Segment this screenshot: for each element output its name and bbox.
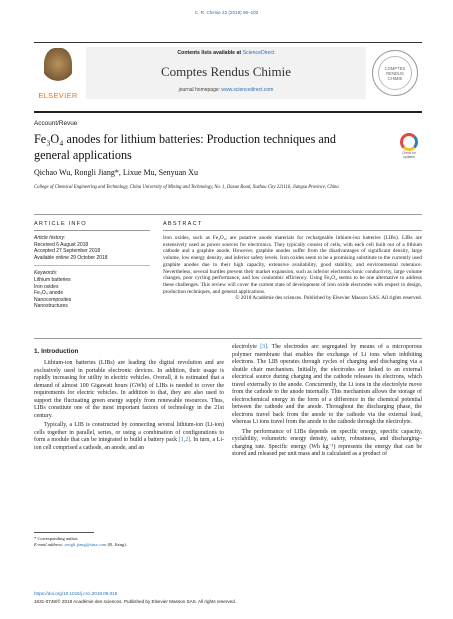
keywords-label: Keywords: xyxy=(34,270,58,277)
abstract-text: Iron oxides, such as Fe₃O₄, are putative anode materials for rechargeable lithium-ion batteries (LIBs). LIBs are extensively used as power sources for electronics. They typically consist of cells, with each cell built out of a lithium cathode and a graphite anode. However, graphite anodes suffer from the disadvantages of significant density, large volume, low energy density, and inferior safety levels. Iron oxides seem to be a promising substitute to the currently used graphite anodes due to their high capacity, extensive availability, good stability, and environmental tolerance. Nevertheless, several hurdles prevent their market expansion, such as inferior electronic/ionic conductivity, large volume changes, poor cycling performance, and low coulombic efficiency. Using Fe₃O₄ seems to be one alternative to address these challenges. This review will cover the current state of development of iron oxide electrodes with respect to design, production techniques, and general applications. xyxy=(163,235,422,295)
journal-citation: C. R. Chimie 22 (2019) 96–102 xyxy=(194,10,259,15)
keyword: Fe₃O₄ anode xyxy=(34,290,64,297)
paragraph-text: . The electrodes are segregated by means of a microporous polymer membrane that enables the exchange of Li ions when inhibiting electrons. The LIB operates through cycles of charging and discharging via a shuttle chair mechanism. Initially, the electrodes are linked to an external electrical source during charging and the cathode releases its electrons, which travel externally to the anode. Concurrently, the Li ions in the electrolyte move from the cathode to the anode internally. This mechanism allows the storage of electrochemical energy in the form of a difference in the chemical potential between the cathode and the anode. Throughout the discharging phase, the electrons travel back from the anode to the cathode via the external load, whereas Li ions travel from the anode to the cathode through the electrolyte. xyxy=(232,344,422,425)
journal-homepage: journal homepage: www.sciencedirect.com xyxy=(178,87,274,93)
crossmark-icon xyxy=(400,133,418,151)
paragraph-text: electrolyte xyxy=(232,344,261,350)
paragraph-text: . In turn, a Li-ion cell comprised a cathode, an anode, and an xyxy=(34,437,224,451)
abstract-heading: ABSTRACT xyxy=(163,221,203,227)
contents-prefix: Contents lists available at xyxy=(177,50,243,56)
article-type: Account/Revue xyxy=(34,120,78,127)
crossmark-label: Check for updates xyxy=(402,151,416,159)
keyword: Nanostructures xyxy=(34,303,68,310)
section-heading: 1. Introduction xyxy=(34,348,79,355)
header-top-rule xyxy=(34,42,422,43)
history-label: Article history: xyxy=(34,235,66,241)
keyword: Nanocomposites xyxy=(34,296,72,303)
footnote xyxy=(34,536,224,548)
paragraph: Lithium-ion batteries (LIBs) are leading the digital revolution and are exclusively used in portable electronic devices. In addition, their usage is rapidly increasing for utility in electric vehicles. Overall, it is estimated that a demand of almost 100 Gigawatt hours (GWh) of LIBs is needed to cover the requirements for electric vehicles. In addition to that, they are also used to support the fluctuating green energy supply from renewable resources. Thus, LIBs constitute one of the most important factors of technology in the 21st century. xyxy=(34,360,224,419)
crossmark-button[interactable] xyxy=(398,133,420,157)
reference-link[interactable]: [1,2] xyxy=(178,437,191,443)
sciencedirect-link[interactable]: ScienceDirect xyxy=(242,50,275,56)
email-line xyxy=(34,542,224,548)
article-title: Fe₃O₄ anodes for lithium batteries: Production techniques and general applications xyxy=(34,132,336,162)
abstract-copyright: © 2018 Académie des sciences. Published by Elsevier Masson SAS. All rights reserved. xyxy=(235,295,422,302)
right-column xyxy=(232,344,422,461)
journal-name: Comptes Rendus Chimie xyxy=(161,64,291,79)
abstract-body xyxy=(163,235,422,302)
left-column xyxy=(34,360,224,454)
email-suffix: (R. Jiang). xyxy=(106,542,127,548)
info-rule xyxy=(34,214,422,215)
email-label: E-mail address: xyxy=(34,542,65,548)
history-online: Available online 29 October 2018 xyxy=(34,254,108,261)
header-bottom-rule xyxy=(34,111,422,113)
authors: Qichao Wu, Rongli Jiang*, Lixue Mu, Senyuan Xu xyxy=(34,168,198,177)
keyword: Iron oxides xyxy=(34,283,59,290)
issn-line: 1631-0748/© 2018 Académie des sciences. Published by Elsevier Masson SAS. All rights reserved. xyxy=(34,599,237,604)
paragraph xyxy=(34,422,224,452)
doi-link[interactable]: https://doi.org/10.1016/j.crci.2018.09.016 xyxy=(34,591,118,596)
article-info-heading: ARTICLE INFO xyxy=(34,221,87,227)
paragraph xyxy=(232,344,422,427)
affiliation: College of Chemical Engineering and Technology, China University of Mining and Technology, No. 1, Daxue Road, Xuzhou City 221116, Jiangsu Province, China xyxy=(34,185,339,190)
reference-link[interactable]: [3] xyxy=(260,344,268,350)
corresponding-author: * Corresponding author. xyxy=(34,536,79,541)
elsevier-tree-logo xyxy=(44,48,72,88)
abstract-rule xyxy=(163,230,422,231)
journal-cover-logo xyxy=(372,50,418,96)
email-link[interactable]: rongli.jiang@sina.com xyxy=(64,542,107,548)
paragraph: The performance of LIBs depends on specific energy, specific capacity, cyclability, volumetric energy density, safety, robustness, and discharging–charging rate. Specific energy (Wh kg⁻¹) represents the energy that can be stored and released per unit mass and is calculated as a product of xyxy=(232,428,422,457)
article-info-box xyxy=(34,235,150,310)
history-received: Received 6 August 2018 xyxy=(34,241,89,248)
journal-cover-logo-text: COMPTES RENDUS CHIMIE xyxy=(378,56,412,90)
article-info-separator xyxy=(34,265,150,266)
contents-line xyxy=(86,50,366,56)
body-rule xyxy=(34,338,422,339)
article-info-rule xyxy=(34,230,150,231)
history-accepted: Accepted 27 September 2018 xyxy=(34,248,101,255)
keyword: Lithium batteries xyxy=(34,276,71,283)
homepage-link[interactable]: www.sciencedirect.com xyxy=(221,87,274,93)
paragraph-text: Typically, a LIB is constructed by connecting several lithium-ion (Li-ion) cells together in parallel, series, or using a combination of configurations to form a module that can be integrated to build a battery pack xyxy=(34,422,224,443)
footnote-rule xyxy=(34,532,94,533)
publisher-logo-text: ELSEVIER xyxy=(38,91,78,100)
